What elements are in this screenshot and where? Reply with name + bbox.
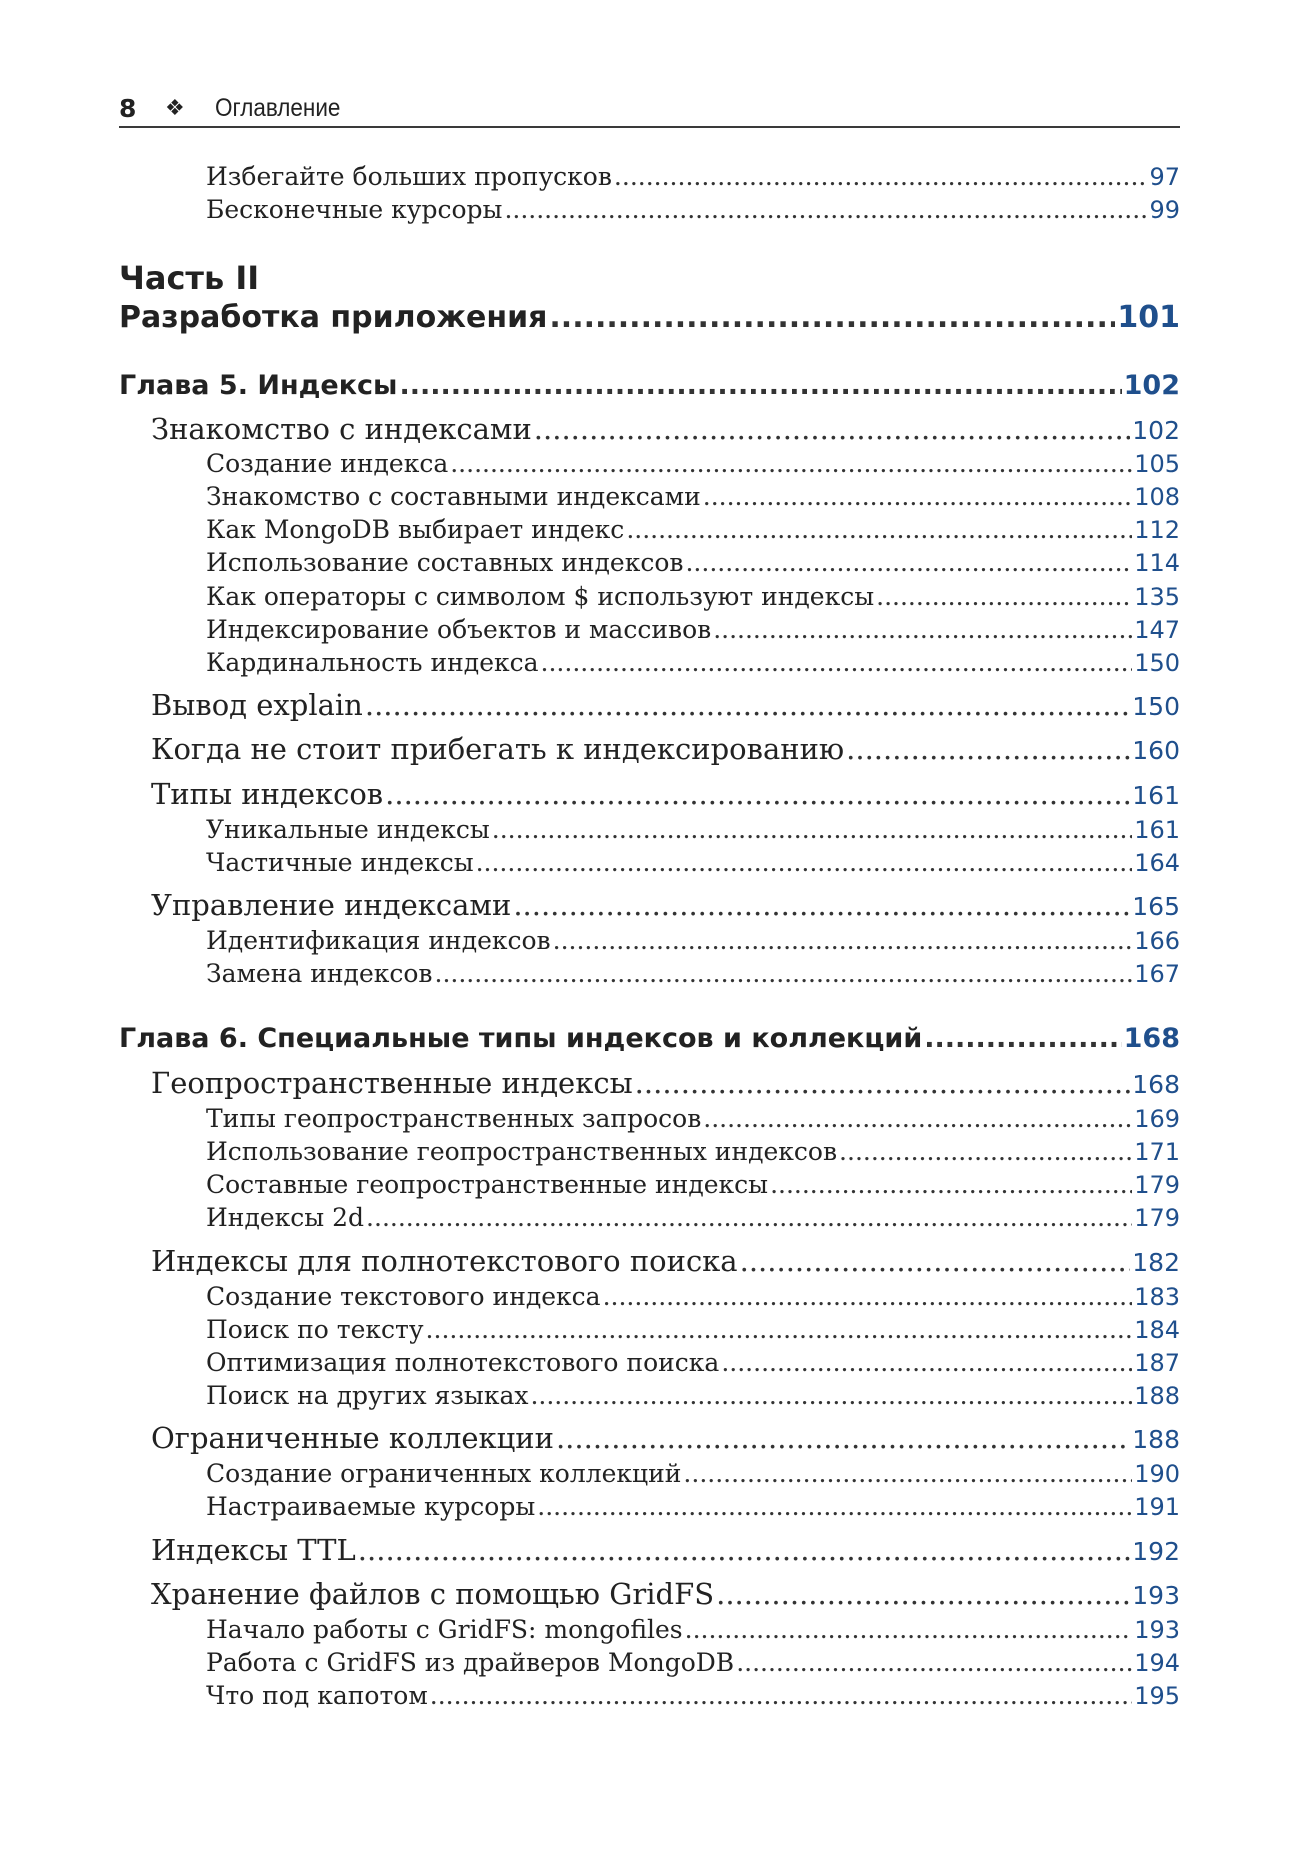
toc-section-entry[interactable] bbox=[119, 1533, 1180, 1567]
toc-entry[interactable] bbox=[119, 1137, 1180, 1166]
toc-entry-page: 108 bbox=[1134, 483, 1180, 511]
leader-dots bbox=[603, 1282, 1133, 1311]
part-title: Часть II bbox=[119, 259, 260, 297]
toc-entry-title: Бесконечные курсоры bbox=[206, 195, 503, 224]
toc-chapter-entry[interactable] bbox=[119, 370, 1180, 401]
leader-dots bbox=[492, 815, 1132, 844]
toc-entry-title: Создание ограниченных коллекций bbox=[206, 1459, 682, 1488]
toc-entry[interactable] bbox=[119, 926, 1180, 955]
toc-entry-page: 97 bbox=[1149, 163, 1180, 191]
toc-entry-title: Составные геопространственные индексы bbox=[206, 1170, 769, 1199]
leader-dots bbox=[534, 412, 1130, 446]
leader-dots bbox=[736, 1648, 1132, 1677]
toc-part-entry[interactable] bbox=[119, 300, 1180, 335]
toc-entry-page: 195 bbox=[1134, 1682, 1180, 1710]
toc-entry-page: 166 bbox=[1134, 927, 1180, 955]
toc-entry[interactable] bbox=[119, 1648, 1180, 1677]
toc-entry-page: 135 bbox=[1134, 583, 1180, 611]
toc-entry-page: 188 bbox=[1134, 1382, 1180, 1410]
toc-entry-page: 102 bbox=[1132, 416, 1180, 445]
toc-entry-page: 147 bbox=[1134, 616, 1180, 644]
toc-entry-page: 160 bbox=[1132, 736, 1180, 765]
leader-dots bbox=[430, 1681, 1132, 1710]
toc-entry[interactable] bbox=[119, 1170, 1180, 1199]
toc-entry-title: Хранение файлов с помощью GridFS bbox=[151, 1577, 715, 1611]
toc-entry-page: 188 bbox=[1132, 1425, 1180, 1454]
leader-dots bbox=[450, 449, 1132, 478]
toc-entry-page: 171 bbox=[1134, 1138, 1180, 1166]
toc-entry-title: Уникальные индексы bbox=[206, 815, 490, 844]
toc-entry[interactable] bbox=[119, 482, 1180, 511]
toc-entry-title: Вывод explain bbox=[151, 688, 363, 722]
toc-entry-title: Использование геопространственных индексов bbox=[206, 1137, 838, 1166]
leader-dots bbox=[703, 1104, 1132, 1133]
toc-entry-page: 101 bbox=[1117, 300, 1180, 335]
leader-dots bbox=[556, 1421, 1130, 1455]
toc-entry-title: Что под капотом bbox=[206, 1681, 428, 1710]
toc-entry-title: Поиск по тексту bbox=[206, 1315, 424, 1344]
leader-dots bbox=[770, 1170, 1132, 1199]
leader-dots bbox=[366, 1203, 1132, 1232]
toc-entry-page: 150 bbox=[1132, 692, 1180, 721]
toc-entry-title: Как MongoDB выбирает индекс bbox=[206, 515, 625, 544]
toc-entry-title: Кардинальность индекса bbox=[206, 648, 539, 677]
leader-dots bbox=[703, 482, 1132, 511]
toc-entry[interactable] bbox=[119, 1282, 1180, 1311]
toc-entry[interactable] bbox=[119, 515, 1180, 544]
leader-dots bbox=[399, 370, 1121, 401]
toc-entry[interactable] bbox=[119, 1315, 1180, 1344]
toc-entry-title: Создание текстового индекса bbox=[206, 1282, 601, 1311]
toc-entry[interactable] bbox=[119, 1381, 1180, 1410]
toc-entry[interactable] bbox=[119, 1203, 1180, 1232]
toc-section-entry[interactable] bbox=[119, 1244, 1180, 1278]
toc-entry-title: Замена индексов bbox=[206, 959, 433, 988]
toc-entry-page: 182 bbox=[1132, 1248, 1180, 1277]
toc-entry-page: 164 bbox=[1134, 849, 1180, 877]
toc-entry[interactable] bbox=[119, 1348, 1180, 1377]
leader-dots bbox=[549, 300, 1115, 335]
toc-entry-page: 183 bbox=[1134, 1283, 1180, 1311]
leader-dots bbox=[716, 1577, 1130, 1611]
toc-entry-title: Использование составных индексов bbox=[206, 548, 684, 577]
toc-entry-page: 105 bbox=[1134, 450, 1180, 478]
toc-entry-page: 169 bbox=[1134, 1105, 1180, 1133]
toc-entry-title: Глава 5. Индексы bbox=[119, 370, 398, 401]
toc-entry-title: Когда не стоит прибегать к индексированию bbox=[151, 732, 845, 766]
toc-entry-title: Индексирование объектов и массивов bbox=[206, 615, 712, 644]
toc-entry[interactable] bbox=[119, 615, 1180, 644]
leader-dots bbox=[876, 582, 1132, 611]
leader-dots bbox=[683, 1459, 1132, 1488]
toc-entry-title: Оптимизация полнотекстового поиска bbox=[206, 1348, 720, 1377]
leader-dots bbox=[839, 1137, 1132, 1166]
toc-entry-page: 161 bbox=[1132, 781, 1180, 810]
toc-page bbox=[119, 0, 1180, 1850]
leader-dots bbox=[846, 732, 1130, 766]
toc-entry[interactable] bbox=[119, 162, 1180, 191]
toc-entry-page: 179 bbox=[1134, 1171, 1180, 1199]
toc-entry-title: Разработка приложения bbox=[119, 300, 548, 335]
toc-entry-page: 102 bbox=[1123, 370, 1180, 401]
toc-entry[interactable] bbox=[119, 1104, 1180, 1133]
toc-entry[interactable] bbox=[119, 449, 1180, 478]
toc-section-entry[interactable] bbox=[119, 888, 1180, 922]
toc-entry-title: Поиск на других языках bbox=[206, 1381, 529, 1410]
toc-entry-title: Индексы для полнотекстового поиска bbox=[151, 1244, 738, 1278]
toc-entry-title: Ограниченные коллекции bbox=[151, 1421, 554, 1455]
toc-entry-page: 191 bbox=[1134, 1493, 1180, 1521]
toc-entry-page: 192 bbox=[1132, 1537, 1180, 1566]
toc-entry[interactable] bbox=[119, 1681, 1180, 1710]
leader-dots bbox=[740, 1244, 1131, 1278]
toc-entry[interactable] bbox=[119, 195, 1180, 224]
toc-entry-title: Глава 6. Специальные типы индексов и коллекций bbox=[119, 1023, 923, 1054]
toc-entry[interactable] bbox=[119, 959, 1180, 988]
toc-entry-title: Типы индексов bbox=[151, 777, 384, 811]
toc-section-entry[interactable] bbox=[119, 1066, 1180, 1100]
ornament-icon: ❖ bbox=[165, 96, 185, 121]
toc-entry-page: 193 bbox=[1134, 1616, 1180, 1644]
toc-section-entry[interactable] bbox=[119, 1577, 1180, 1611]
leader-dots bbox=[553, 926, 1133, 955]
toc-entry-title: Знакомство с составными индексами bbox=[206, 482, 701, 511]
toc-section-entry[interactable] bbox=[119, 732, 1180, 766]
toc-entry-page: 179 bbox=[1134, 1204, 1180, 1232]
toc-chapter-entry[interactable] bbox=[119, 1023, 1180, 1054]
toc-entry-page: 167 bbox=[1134, 960, 1180, 988]
toc-entry-page: 114 bbox=[1134, 549, 1180, 577]
leader-dots bbox=[685, 548, 1132, 577]
toc-entry-page: 99 bbox=[1149, 196, 1180, 224]
toc-entry-page: 168 bbox=[1123, 1023, 1180, 1054]
toc-entry-page: 168 bbox=[1132, 1070, 1180, 1099]
leader-dots bbox=[537, 1492, 1132, 1521]
toc-entry-title: Типы геопространственных запросов bbox=[206, 1104, 702, 1133]
toc-entry[interactable] bbox=[119, 648, 1180, 677]
running-header bbox=[119, 94, 1180, 128]
toc-entry-title: Индексы 2d bbox=[206, 1203, 365, 1232]
toc-entry-title: Начало работы с GridFS: mongofiles bbox=[206, 1615, 683, 1644]
toc-entry-title: Создание индекса bbox=[206, 449, 449, 478]
leader-dots bbox=[713, 615, 1132, 644]
leader-dots bbox=[504, 195, 1147, 224]
leader-dots bbox=[626, 515, 1132, 544]
toc-entry-page: 165 bbox=[1132, 892, 1180, 921]
leader-dots bbox=[358, 1533, 1130, 1567]
toc-entry-page: 184 bbox=[1134, 1316, 1180, 1344]
leader-dots bbox=[476, 848, 1133, 877]
toc-entry[interactable] bbox=[119, 848, 1180, 877]
toc-entry-title: Работа с GridFS из драйверов MongoDB bbox=[206, 1648, 735, 1677]
toc-section-entry[interactable] bbox=[119, 1421, 1180, 1455]
leader-dots bbox=[385, 777, 1130, 811]
page-number: 8 bbox=[119, 94, 137, 123]
toc-entry-title: Избегайте больших пропусков bbox=[206, 162, 612, 191]
toc-entry-title: Знакомство с индексами bbox=[151, 412, 532, 446]
toc-entry[interactable] bbox=[119, 1615, 1180, 1644]
toc-entry-title: Идентификация индексов bbox=[206, 926, 551, 955]
toc-entry[interactable] bbox=[119, 1492, 1180, 1521]
leader-dots bbox=[513, 888, 1130, 922]
toc-section-entry[interactable] bbox=[119, 688, 1180, 722]
leader-dots bbox=[635, 1066, 1131, 1100]
leader-dots bbox=[541, 648, 1133, 677]
toc-entry[interactable] bbox=[119, 582, 1180, 611]
leader-dots bbox=[530, 1381, 1132, 1410]
toc-entry-title: Индексы TTL bbox=[151, 1533, 356, 1567]
toc-entry-page: 112 bbox=[1134, 516, 1180, 544]
toc-entry-page: 161 bbox=[1134, 816, 1180, 844]
leader-dots bbox=[614, 162, 1148, 191]
toc-entry-title: Геопространственные индексы bbox=[151, 1066, 633, 1100]
toc-entry-title: Настраиваемые курсоры bbox=[206, 1492, 536, 1521]
header-title: Оглавление bbox=[215, 94, 341, 122]
toc-entry-title: Как операторы с символом $ используют индексы bbox=[206, 582, 875, 611]
toc-section-entry[interactable] bbox=[119, 412, 1180, 446]
toc-entry-page: 187 bbox=[1134, 1349, 1180, 1377]
toc-entry-title: Управление индексами bbox=[151, 888, 512, 922]
toc-entry-page: 193 bbox=[1132, 1581, 1180, 1610]
toc-entry-page: 194 bbox=[1134, 1649, 1180, 1677]
toc-section-entry[interactable] bbox=[119, 777, 1180, 811]
toc-entry-page: 190 bbox=[1134, 1460, 1180, 1488]
toc-entry[interactable] bbox=[119, 815, 1180, 844]
toc-entry[interactable] bbox=[119, 1459, 1180, 1488]
leader-dots bbox=[435, 959, 1133, 988]
toc-entry-title: Частичные индексы bbox=[206, 848, 474, 877]
toc-entry[interactable] bbox=[119, 548, 1180, 577]
leader-dots bbox=[924, 1023, 1121, 1054]
leader-dots bbox=[365, 688, 1130, 722]
toc-entry-page: 150 bbox=[1134, 649, 1180, 677]
leader-dots bbox=[426, 1315, 1133, 1344]
leader-dots bbox=[685, 1615, 1133, 1644]
leader-dots bbox=[721, 1348, 1132, 1377]
